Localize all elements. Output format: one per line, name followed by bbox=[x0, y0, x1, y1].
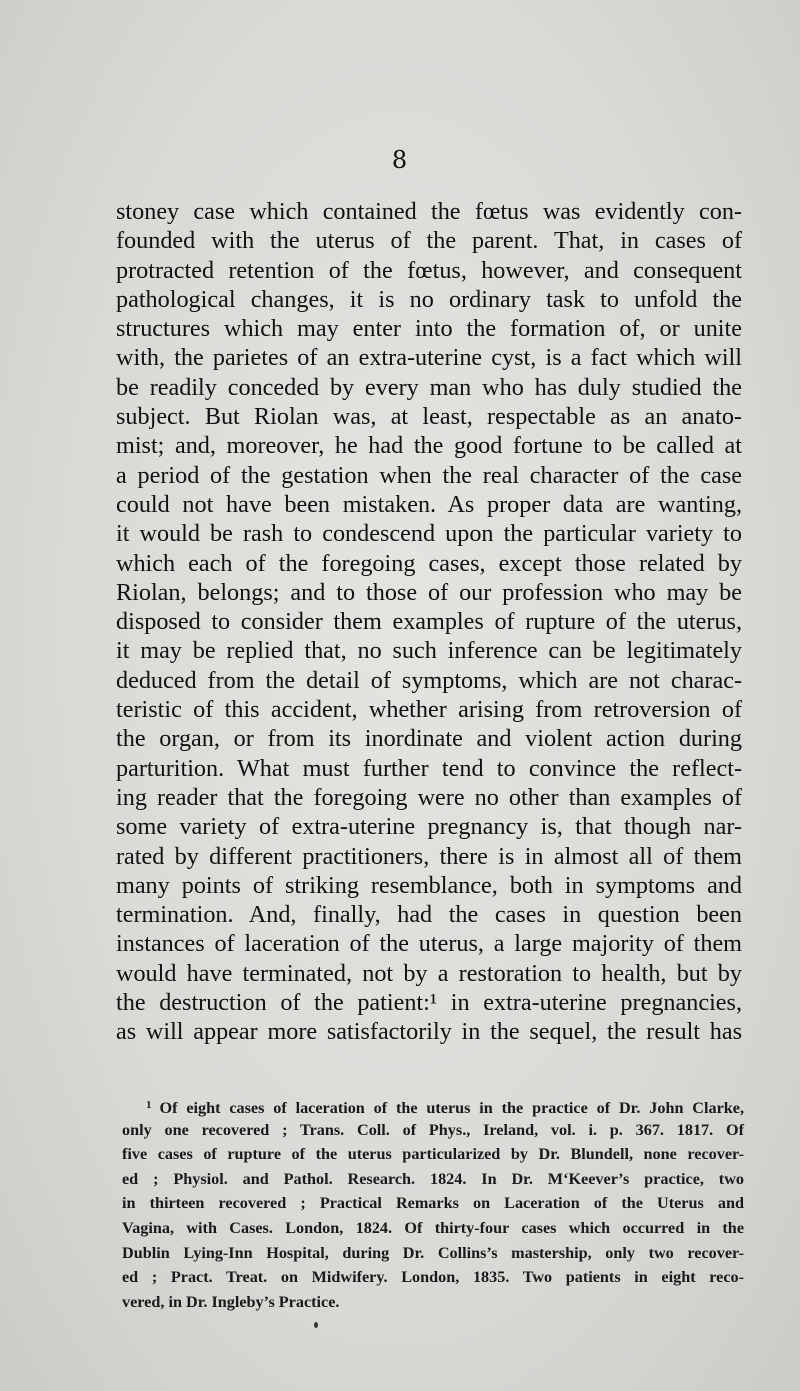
body-text bbox=[116, 197, 742, 1047]
footnote-line bbox=[122, 1093, 744, 1118]
footnote-line-text: Of eight cases of laceration of the uterus in the practice of Dr. John Clarke, bbox=[159, 1099, 744, 1117]
body-line: protracted retention of the fœtus, however, and consequent bbox=[116, 256, 742, 284]
body-line: instances of laceration of the uterus, a large majority of them bbox=[116, 930, 742, 958]
footnote-line: ed ; Physiol. and Pathol. Research. 1824. In Dr. M‘Keever’s practice, two bbox=[122, 1169, 744, 1188]
body-line: ing reader that the foregoing were no other than examples of bbox=[116, 783, 742, 811]
body-line: the organ, or from its inordinate and violent action during bbox=[116, 725, 742, 753]
body-line: Riolan, belongs; and to those of our profession who may be bbox=[116, 578, 742, 606]
body-line: could not have been mistaken. As proper data are wanting, bbox=[116, 490, 742, 518]
footnote-line: Vagina, with Cases. London, 1824. Of thirty-four cases which occurred in the bbox=[122, 1218, 744, 1237]
body-line: rated by different practitioners, there is in almost all of them bbox=[116, 842, 742, 870]
footnote-line: ed ; Pract. Treat. on Midwifery. London, 1835. Two patients in eight reco- bbox=[122, 1268, 744, 1287]
body-line: structures which may enter into the formation of, or unite bbox=[116, 315, 742, 343]
footnote-line: Dublin Lying-Inn Hospital, during Dr. Collins’s mastership, only two recover- bbox=[122, 1243, 744, 1262]
body-line: termination. And, finally, had the cases in question been bbox=[116, 901, 742, 929]
footnote-line: in thirteen recovered ; Practical Remarks on Laceration of the Uterus and bbox=[122, 1194, 744, 1213]
footnote-line: only one recovered ; Trans. Coll. of Phys., Ireland, vol. i. p. 367. 1817. Of bbox=[122, 1120, 744, 1139]
body-line: it may be replied that, no such inference can be legitimately bbox=[116, 637, 742, 665]
body-line: teristic of this accident, whether arising from retroversion of bbox=[116, 696, 742, 724]
body-line: pathological changes, it is no ordinary task to unfold the bbox=[116, 285, 742, 313]
body-line: be readily conceded by every man who has duly studied the bbox=[116, 373, 742, 401]
body-line: parturition. What must further tend to convince the reflect- bbox=[116, 754, 742, 782]
body-line: the destruction of the patient:¹ in extra-uterine pregnancies, bbox=[116, 989, 742, 1017]
body-line: founded with the uterus of the parent. That, in cases of bbox=[116, 227, 742, 255]
body-line: a period of the gestation when the real character of the case bbox=[116, 461, 742, 489]
body-line: some variety of extra-uterine pregnancy is, that though nar- bbox=[116, 813, 742, 841]
body-line: it would be rash to condescend upon the particular variety to bbox=[116, 520, 742, 548]
body-line: which each of the foregoing cases, except those related by bbox=[116, 549, 742, 577]
footnote bbox=[122, 1093, 744, 1314]
footnote-line: vered, in Dr. Ingleby’s Practice. bbox=[122, 1292, 340, 1311]
body-line: stoney case which contained the fœtus was evidently con- bbox=[116, 198, 742, 225]
body-line: as will appear more satisfactorily in the sequel, the result has bbox=[116, 1018, 742, 1046]
body-line: deduced from the detail of symptoms, which are not charac- bbox=[116, 666, 742, 694]
ink-speck bbox=[314, 1322, 318, 1328]
body-line: many points of striking resemblance, both in symptoms and bbox=[116, 871, 742, 899]
body-line: would have terminated, not by a restoration to health, but by bbox=[116, 959, 742, 987]
page-number: 8 bbox=[391, 146, 409, 174]
body-line: mist; and, moreover, he had the good fortune to be called at bbox=[116, 432, 742, 460]
body-line: with, the parietes of an extra-uterine cyst, is a fact which will bbox=[116, 344, 742, 372]
footnote-marker: 1 bbox=[146, 1099, 152, 1111]
body-line: subject. But Riolan was, at least, respectable as an anato- bbox=[116, 403, 742, 431]
footnote-line: five cases of rupture of the uterus particularized by Dr. Blundell, none recover- bbox=[122, 1145, 744, 1164]
body-line: disposed to consider them examples of rupture of the uterus, bbox=[116, 608, 742, 636]
